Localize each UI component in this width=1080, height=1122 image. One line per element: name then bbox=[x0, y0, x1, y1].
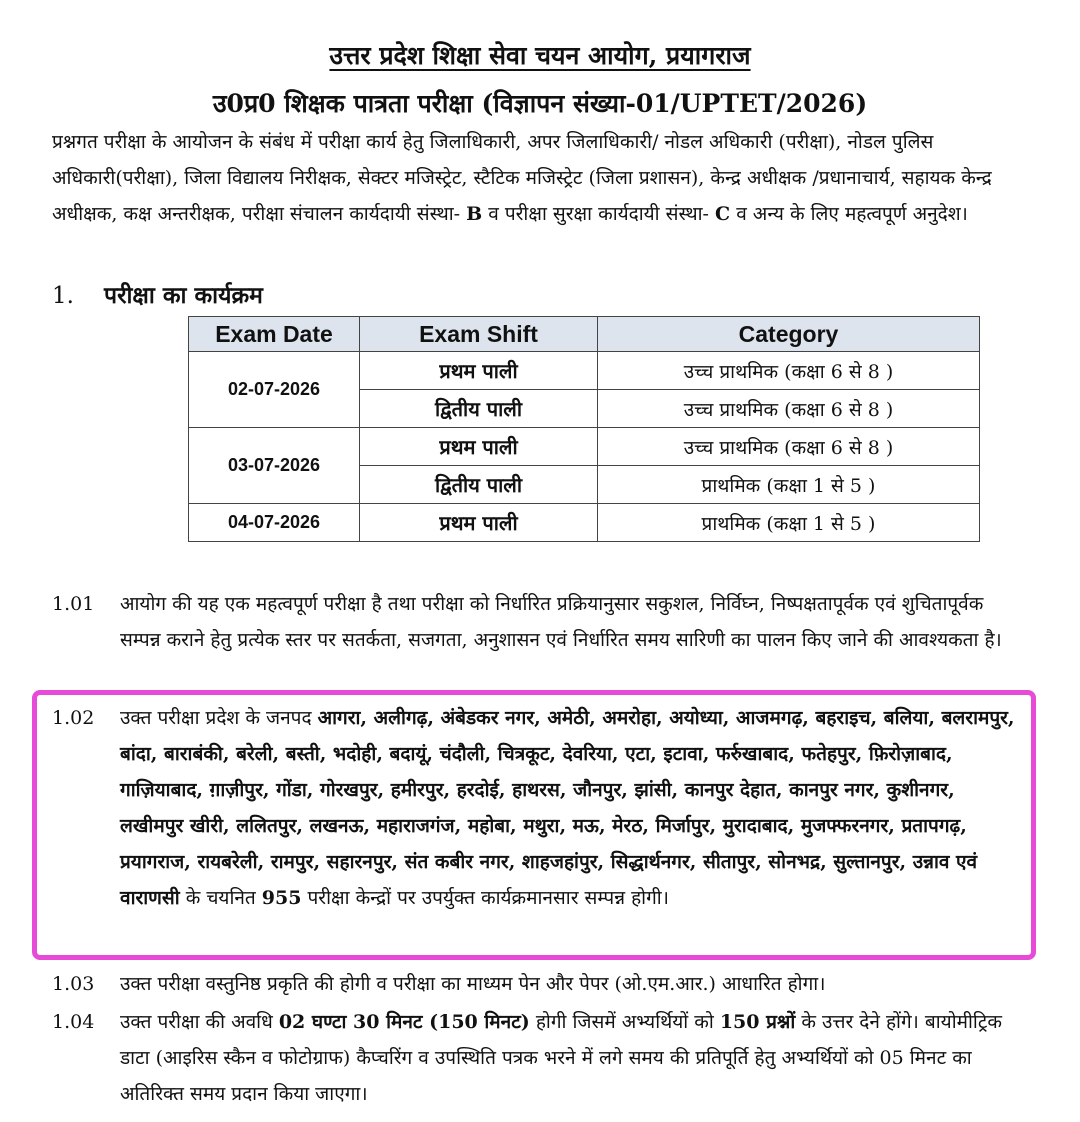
exam-shift-cell: द्वितीय पाली bbox=[360, 466, 598, 504]
exam-shift-cell: प्रथम पाली bbox=[360, 352, 598, 390]
exam-shift-cell: द्वितीय पाली bbox=[360, 390, 598, 428]
table-row bbox=[189, 504, 980, 542]
section-number: 1. bbox=[52, 283, 74, 309]
title-text: उत्तर प्रदेश शिक्षा सेवा चयन आयोग, प्रयागराज bbox=[329, 41, 751, 70]
section-heading bbox=[52, 278, 263, 310]
p102-mid: के चयनित bbox=[185, 887, 256, 909]
table-row bbox=[189, 352, 980, 390]
highlight-box bbox=[32, 690, 1036, 960]
p102-pre: उक्त परीक्षा प्रदेश के जनपद bbox=[120, 707, 312, 729]
paragraph-text: आयोग की यह एक महत्वपूर्ण परीक्षा है तथा परीक्षा को निर्धारित प्रक्रियानुसार सकुशल, निर्विघ्न, निष्पक्षतापूर्वक एवं शुचितापूर्वक सम्पन्न कराने हेतु प्रत्येक स्तर पर सतर्कता, सजगता, अनुशासन एवं निर्धारित समय सारिणी का पालन किए जाने की आवश्यकता है। bbox=[120, 593, 1002, 651]
category-cell: प्राथमिक (कक्षा 1 से 5 ) bbox=[598, 504, 980, 542]
paragraph-number: 1.02 bbox=[52, 707, 95, 729]
table-row bbox=[189, 428, 980, 466]
header-category: Category bbox=[598, 317, 980, 352]
p104-t1: उक्त परीक्षा की अवधि bbox=[120, 1011, 273, 1033]
intro-c-label: C bbox=[715, 203, 731, 225]
paragraph-number: 1.01 bbox=[52, 593, 95, 615]
question-count: 150 प्रश्नों bbox=[719, 1011, 796, 1033]
document-subtitle: उ0प्र0 शिक्षक पात्रता परीक्षा (विज्ञापन संख्या-01/UPTET/2026) bbox=[212, 89, 868, 118]
p104-t3: के उत्तर देने होंगे। बायोमीट्रिक डाटा (आइरिस स्कैन व फोटोग्राफ) कैप्चरिंग व उपस्थिति पत्रक भरने में लगे समय की प्रतिपूर्ति हेतु अभ्यर्थियों को 05 मिनट का अतिरिक्त समय प्रदान किया जाएगा। bbox=[120, 1011, 1003, 1105]
paragraph-1-01 bbox=[52, 586, 1022, 658]
exam-shift-cell: प्रथम पाली bbox=[360, 428, 598, 466]
table-header-row bbox=[189, 317, 980, 352]
intro-text: प्रश्नगत परीक्षा के आयोजन के संबंध में परीक्षा कार्य हेतु जिलाधिकारी, अपर जिलाधिकारी/ नोडल अधिकारी (परीक्षा), नोडल पुलिस अधिकारी(परीक्षा), जिला विद्यालय निरीक्षक, सेक्टर मजिस्ट्रेट, स्टैटिक मजिस्ट्रेट (जिला प्रशासन), केन्द्र अधीक्षक /प्रधानाचार्य, सहायक केन्द्र अधीक्षक, कक्ष अन्तरीक्षक, परीक्षा संचालन कार्यदायी संस्था- bbox=[52, 131, 992, 225]
paragraph-1-04 bbox=[52, 1004, 1022, 1112]
intro-paragraph bbox=[52, 124, 1022, 232]
intro-end: व अन्य के लिए महत्वपूर्ण अनुदेश। bbox=[736, 203, 968, 225]
intro-b-label: B bbox=[466, 203, 483, 225]
paragraph-1-03 bbox=[52, 966, 1022, 1002]
p104-t2: होगी जिसमें अभ्यर्थियों को bbox=[535, 1011, 714, 1033]
exam-date-cell: 04-07-2026 bbox=[189, 504, 360, 542]
category-cell: उच्च प्राथमिक (कक्षा 6 से 8 ) bbox=[598, 352, 980, 390]
district-list: आगरा, अलीगढ़, अंबेडकर नगर, अमेठी, अमरोहा, अयोध्या, आजमगढ़, बहराइच, बलिया, बलरामपुर, बांदा, बाराबंकी, बरेली, बस्ती, भदोही, बदायूं, चंदौली, चित्रकूट, देवरिया, एटा, इटावा, फर्रुखाबाद, फतेहपुर, फ़िरोज़ाबाद, गाज़ियाबाद, ग़ाज़ीपुर, गोंडा, गोरखपुर, हमीरपुर, हरदोई, हाथरस, जौनपुर, झांसी, कानपुर देहात, कानपुर नगर, कुशीनगर, लखीमपुर खीरी, ललितपुर, लखनऊ, महाराजगंज, महोबा, मथुरा, मऊ, मेरठ, मिर्जापुर, मुरादाबाद, मुजफ्फरनगर, प्रतापगढ़, प्रयागराज, रायबरेली, रामपुर, सहारनपुर, संत कबीर नगर, शाहजहांपुर, सिद्धार्थनगर, सीतापुर, सोनभद्र, सुल्तानपुर, उन्नाव एवं वाराणसी bbox=[120, 707, 1015, 909]
exam-duration: 02 घण्टा 30 मिनट (150 मिनट) bbox=[278, 1011, 530, 1033]
exam-date-cell: 02-07-2026 bbox=[189, 352, 360, 428]
intro-mid: व परीक्षा सुरक्षा कार्यदायी संस्था- bbox=[488, 203, 709, 225]
paragraph-number: 1.03 bbox=[52, 973, 95, 995]
category-cell: प्राथमिक (कक्षा 1 से 5 ) bbox=[598, 466, 980, 504]
exam-schedule-table bbox=[188, 316, 980, 542]
p102-post: परीक्षा केन्द्रों पर उपर्युक्त कार्यक्रमानसार सम्पन्न होगी। bbox=[307, 887, 669, 909]
category-cell: उच्च प्राथमिक (कक्षा 6 से 8 ) bbox=[598, 428, 980, 466]
centre-count: 955 bbox=[261, 887, 302, 909]
exam-shift-cell: प्रथम पाली bbox=[360, 504, 598, 542]
header-exam-shift: Exam Shift bbox=[360, 317, 598, 352]
paragraph-text bbox=[120, 1004, 1022, 1112]
category-cell: उच्च प्राथमिक (कक्षा 6 से 8 ) bbox=[598, 390, 980, 428]
document-title bbox=[0, 38, 1080, 72]
paragraph-text: उक्त परीक्षा वस्तुनिष्ठ प्रकृति की होगी व परीक्षा का माध्यम पेन और पेपर (ओ.एम.आर.) आधारित होगा। bbox=[120, 973, 826, 995]
header-exam-date: Exam Date bbox=[189, 317, 360, 352]
section-title: परीक्षा का कार्यक्रम bbox=[104, 282, 263, 309]
paragraph-number: 1.04 bbox=[52, 1011, 95, 1033]
exam-date-cell: 03-07-2026 bbox=[189, 428, 360, 504]
